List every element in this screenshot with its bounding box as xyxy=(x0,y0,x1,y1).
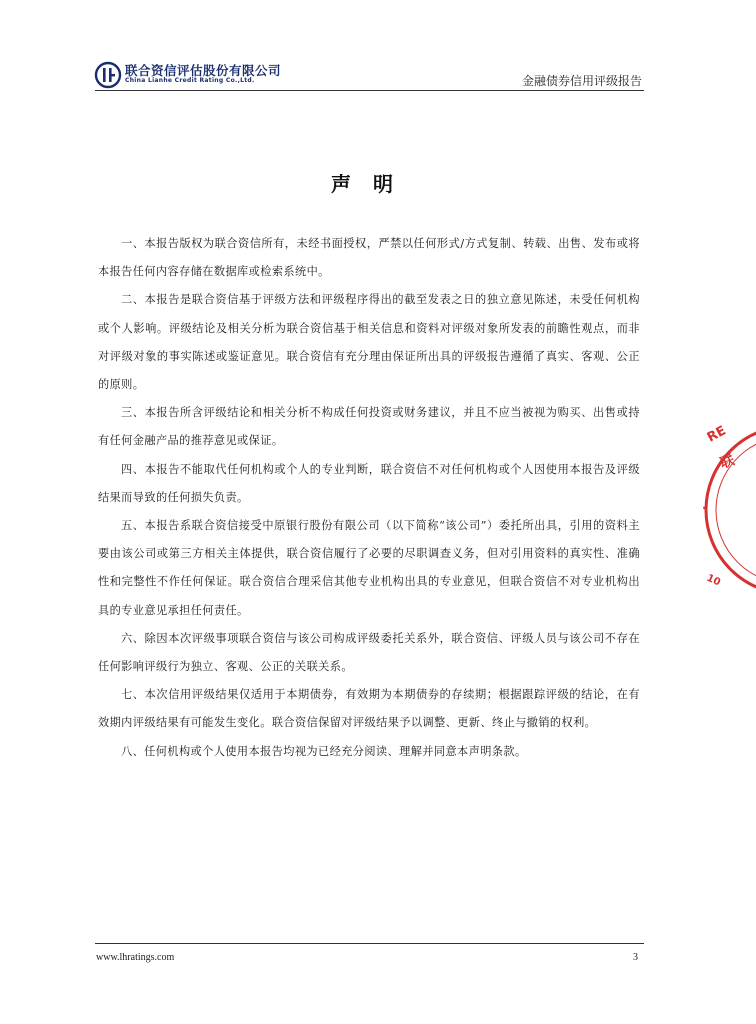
statement-paragraph-8: 八、任何机构或个人使用本报告均视为已经充分阅读、理解并同意本声明条款。 xyxy=(121,744,527,758)
statement-paragraph-6: 六、除因本次评级事项联合资信与该公司构成评级委托关系外，联合资信、评级人员与该公司不存在任何影响评级行为独立、客观、公正的关联关系。 xyxy=(98,631,640,674)
header-divider xyxy=(95,90,644,91)
statement-paragraph-5: 五、本报告系联合资信接受中原银行股份有限公司（以下简称“该公司”）委托所出具，引用的资料主要由该公司或第三方相关主体提供，联合资信履行了必要的尽职调查义务，但对引用资料的真实性、准确性和完整性不作任何保证。联合资信合理采信其他专业机构出具的专业意见，但联合资信不对专业机构出具的专业意见承担任何责任。 xyxy=(98,519,640,617)
statement-body xyxy=(98,230,640,766)
red-seal-stamp-icon xyxy=(700,420,756,600)
statement-paragraph-4: 四、本报告不能取代任何机构或个人的专业判断，联合资信不对任何机构或个人因使用本报告及评级结果而导致的任何损失负责。 xyxy=(98,462,640,504)
company-name-cn: 联合资信评估股份有限公司 xyxy=(125,63,282,78)
svg-text:·: · xyxy=(702,501,707,515)
page-header xyxy=(95,60,644,92)
svg-text:联: 联 xyxy=(718,452,737,472)
statement-paragraph-7: 七、本次信用评级结果仅适用于本期债券，有效期为本期债券的存续期；根据跟踪评级的结论，在有效期内评级结果有可能发生变化。联合资信保留对评级结果予以调整、更新、终止与撤销的权利。 xyxy=(98,688,640,730)
page-title: 声明 xyxy=(331,172,415,196)
statement-paragraph-3: 三、本报告所含评级结论和相关分析不构成任何投资或财务建议，并且不应当被视为购买、出售或持有任何金融产品的推荐意见或保证。 xyxy=(98,406,640,448)
company-name-en: China Lianhe Credit Rating Co.,Ltd. xyxy=(125,77,255,84)
lianhe-logo-icon xyxy=(95,62,121,88)
svg-text:10: 10 xyxy=(704,572,722,589)
report-type-label: 金融债券信用评级报告 xyxy=(521,74,642,88)
footer-url: www.lhratings.com xyxy=(96,952,175,963)
svg-text:RE: RE xyxy=(704,423,729,446)
statement-paragraph-1: 一、本报告版权为联合资信所有，未经书面授权，严禁以任何形式/方式复制、转载、出售、发布或将本报告任何内容存储在数据库或检索系统中。 xyxy=(98,237,640,279)
page-number: 3 xyxy=(633,952,638,963)
statement-paragraph-2: 二、本报告是联合资信基于评级方法和评级程序得出的截至发表之日的独立意见陈述，未受任何机构或个人影响。评级结论及相关分析为联合资信基于相关信息和资料对评级对象所发表的前瞻性观点，而非对评级对象的事实陈述或鉴证意见。联合资信有充分理由保证所出具的评级报告遵循了真实、客观、公正的原则。 xyxy=(98,293,640,392)
footer-divider xyxy=(95,943,644,944)
